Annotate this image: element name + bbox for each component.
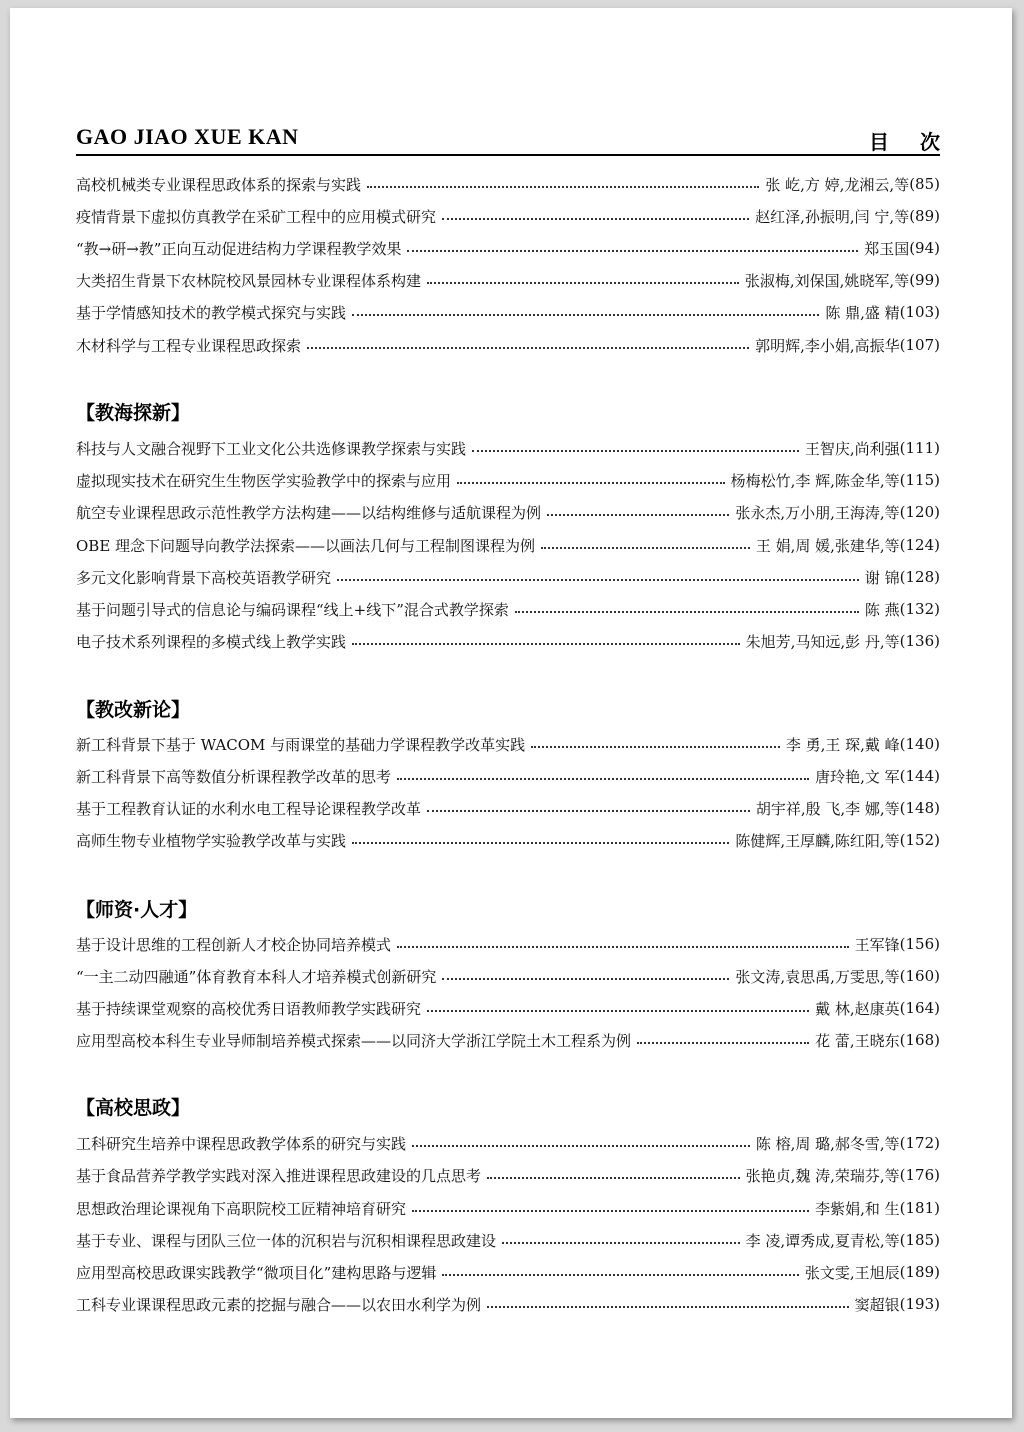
toc-entry[interactable] [76,1163,940,1187]
entry-page: (128) [899,568,940,586]
dot-leader [352,643,740,645]
dot-leader [457,482,725,484]
entry-title: 航空专业课程思政示范性教学方法构建——以结构维修与适航课程为例 [76,503,542,522]
entry-title: OBE 理念下问题导向教学法探索——以画法几何与工程制图课程为例 [76,536,536,555]
dot-leader [637,1042,809,1044]
entry-authors: 赵红泽,孙振明,闫 宁,等 [755,207,910,226]
entry-authors: 陈 榕,周 璐,郝冬雪,等 [755,1134,900,1153]
entry-page: (85) [909,175,940,193]
entry-authors: 胡宇祥,殷 飞,李 娜,等 [755,799,900,818]
dot-leader [307,347,749,349]
dot-leader [337,579,859,581]
entry-authors: 花 蕾,王晓东 [815,1031,900,1050]
dot-leader [515,611,859,613]
entry-authors: 王军锋 [854,935,900,954]
entry-title: 新工科背景下基于 WACOM 与雨课堂的基础力学课程教学改革实践 [76,735,526,754]
entry-title: 思想政治理论课视角下高职院校工匠精神培育研究 [76,1199,407,1218]
dot-leader [427,1010,809,1012]
entry-page: (115) [899,471,940,489]
entry-page: (160) [899,967,940,985]
toc-entry[interactable] [76,268,940,292]
dot-leader [531,746,780,748]
toc-entry[interactable] [76,1228,940,1252]
entry-page: (124) [899,536,940,554]
entry-page: (132) [899,600,940,618]
entry-title: 应用型高校思政课实践教学“微项目化”建构思路与逻辑 [76,1263,437,1282]
entry-title: 大类招生背景下农林院校风景园林专业课程体系构建 [76,271,422,290]
entry-page: (144) [899,767,940,785]
toc-entry[interactable] [76,996,940,1020]
toc-entry[interactable] [76,533,940,557]
dot-leader [407,250,858,252]
toc-entry[interactable] [76,333,940,357]
toc-entry[interactable] [76,1260,940,1284]
entry-authors: 窦超银 [854,1295,900,1314]
entry-title: 科技与人文融合视野下工业文化公共选修课教学探索与实践 [76,439,467,458]
dot-leader [427,282,739,284]
toc-entry[interactable] [76,500,940,524]
journal-name: GAO JIAO XUE KAN [76,124,299,149]
entry-authors: 李 勇,王 琛,戴 峰 [785,735,900,754]
entry-title: 基于问题引导式的信息论与编码课程“线上+线下”混合式教学探索 [76,600,509,619]
entry-title: 基于设计思维的工程创新人才校企协同培养模式 [76,935,392,954]
toc-entry[interactable] [76,796,940,820]
toc-entry[interactable] [76,300,940,324]
entry-page: (103) [899,303,940,321]
entry-title: 基于专业、课程与团队三位一体的沉积岩与沉积相课程思政建设 [76,1231,497,1250]
entry-page: (176) [899,1166,940,1184]
header-rule [76,154,940,156]
entry-title: 应用型高校本科生专业导师制培养模式探索——以同济大学浙江学院土木工程系为例 [76,1031,632,1050]
toc-entry[interactable] [76,1131,940,1155]
toc-entry[interactable] [76,236,940,260]
toc-entry[interactable] [76,565,940,589]
dot-leader [547,514,729,516]
entry-title: 木材科学与工程专业课程思政探索 [76,336,302,355]
entry-authors: 谢 锦 [864,568,900,587]
entry-page: (148) [899,799,940,817]
entry-title: 基于食品营养学教学实践对深入推进课程思政建设的几点思考 [76,1166,482,1185]
dot-leader [442,1274,799,1276]
toc-entry[interactable] [76,629,940,653]
entry-authors: 戴 林,赵康英 [815,999,900,1018]
entry-authors: 郭明辉,李小娟,高振华 [755,336,900,355]
section-heading: 【教海探新】 [76,402,191,424]
dot-leader [442,978,729,980]
entry-page: (156) [899,935,940,953]
entry-title: 工科专业课课程思政元素的挖掘与融合——以农田水利学为例 [76,1295,482,1314]
dot-leader [487,1306,849,1308]
toc-entry[interactable] [76,597,940,621]
entry-page: (181) [899,1199,940,1217]
entry-page: (99) [909,271,940,289]
section-heading: 【教改新论】 [76,699,191,721]
toc-entry[interactable] [76,1292,940,1316]
entry-authors: 王 娟,周 媛,张建华,等 [755,536,900,555]
dot-leader [487,1177,740,1179]
entry-authors: 王智庆,尚利强 [804,439,900,458]
toc-entry[interactable] [76,1196,940,1220]
entry-authors: 陈 燕 [864,600,900,619]
entry-authors: 张文雯,王旭辰 [804,1263,900,1282]
dot-leader [472,450,799,452]
entry-page: (185) [899,1231,940,1249]
entry-title: 高校机械类专业课程思政体系的探索与实践 [76,175,362,194]
entry-title: 工科研究生培养中课程思政教学体系的研究与实践 [76,1134,407,1153]
toc-entry[interactable] [76,732,940,756]
entry-title: 多元文化影响背景下高校英语教学研究 [76,568,332,587]
dot-leader [427,810,750,812]
entry-page: (168) [899,1031,940,1049]
entry-authors: 唐玲艳,文 军 [815,767,900,786]
entry-authors: 李 凌,谭秀成,夏青松,等 [745,1231,900,1250]
entry-title: 虚拟现实技术在研究生生物医学实验教学中的探索与应用 [76,471,452,490]
entry-page: (152) [899,831,940,849]
dot-leader [412,1210,809,1212]
entry-authors: 陈 鼎,盛 精 [825,303,900,322]
entry-authors: 张淑梅,刘保国,姚晓军,等 [744,271,910,290]
entry-authors: 张文涛,袁思禹,万雯思,等 [735,967,900,986]
dot-leader [352,842,729,844]
toc-entry[interactable] [76,1028,940,1052]
entry-authors: 张永杰,万小朋,王海涛,等 [735,503,900,522]
entry-page: (140) [899,735,940,753]
entry-title: “一主二动四融通”体育教育本科人才培养模式创新研究 [76,967,437,986]
dot-leader [397,946,849,948]
entry-title: 电子技术系列课程的多模式线上教学实践 [76,632,347,651]
entry-title: 基于持续课堂观察的高校优秀日语教师教学实践研究 [76,999,422,1018]
dot-leader [352,314,819,316]
dot-leader [367,186,759,188]
entry-authors: 朱旭芳,马知远,彭 丹,等 [745,632,900,651]
entry-title: “教→研→教”正向互动促进结构力学课程教学效果 [76,239,402,258]
entry-authors: 郑玉国 [864,239,910,258]
toc-entry[interactable] [76,764,940,788]
entry-authors: 李紫娟,和 生 [815,1199,900,1218]
entry-page: (189) [899,1263,940,1281]
entry-page: (164) [899,999,940,1017]
toc-entry[interactable] [76,932,940,956]
toc-entry[interactable] [76,172,940,196]
entry-page: (111) [899,439,940,457]
toc-entry[interactable] [76,828,940,852]
section-heading: 【高校思政】 [76,1097,191,1119]
entry-page: (136) [899,632,940,650]
entry-title: 基于学情感知技术的教学模式探究与实践 [76,303,347,322]
dot-leader [442,218,749,220]
entry-title: 新工科背景下高等数值分析课程教学改革的思考 [76,767,392,786]
entry-title: 疫情背景下虚拟仿真教学在采矿工程中的应用模式研究 [76,207,437,226]
entry-authors: 张 屹,方 婷,龙湘云,等 [765,175,910,194]
entry-page: (172) [899,1134,940,1152]
page-header [76,118,952,158]
dot-leader [412,1145,750,1147]
dot-leader [397,778,809,780]
toc-entry[interactable] [76,436,940,460]
entry-page: (89) [909,207,940,225]
dot-leader [502,1242,740,1244]
toc-entry[interactable] [76,964,940,988]
entry-authors: 张艳贞,魏 涛,荣瑞芬,等 [745,1166,900,1185]
entry-page: (107) [899,336,940,354]
entry-authors: 陈健辉,王厚麟,陈红阳,等 [735,831,900,850]
entry-page: (120) [899,503,940,521]
dot-leader [541,547,750,549]
entry-page: (94) [909,239,940,257]
entry-page: (193) [899,1295,940,1313]
entry-title: 高师生物专业植物学实验教学改革与实践 [76,831,347,850]
contents-label: 目 次 [869,130,952,154]
section-heading: 【师资·人才】 [76,899,198,921]
toc-entry[interactable] [76,204,940,228]
entry-authors: 杨梅松竹,李 辉,陈金华,等 [730,471,900,490]
toc-entry[interactable] [76,468,940,492]
entry-title: 基于工程教育认证的水利水电工程导论课程教学改革 [76,799,422,818]
